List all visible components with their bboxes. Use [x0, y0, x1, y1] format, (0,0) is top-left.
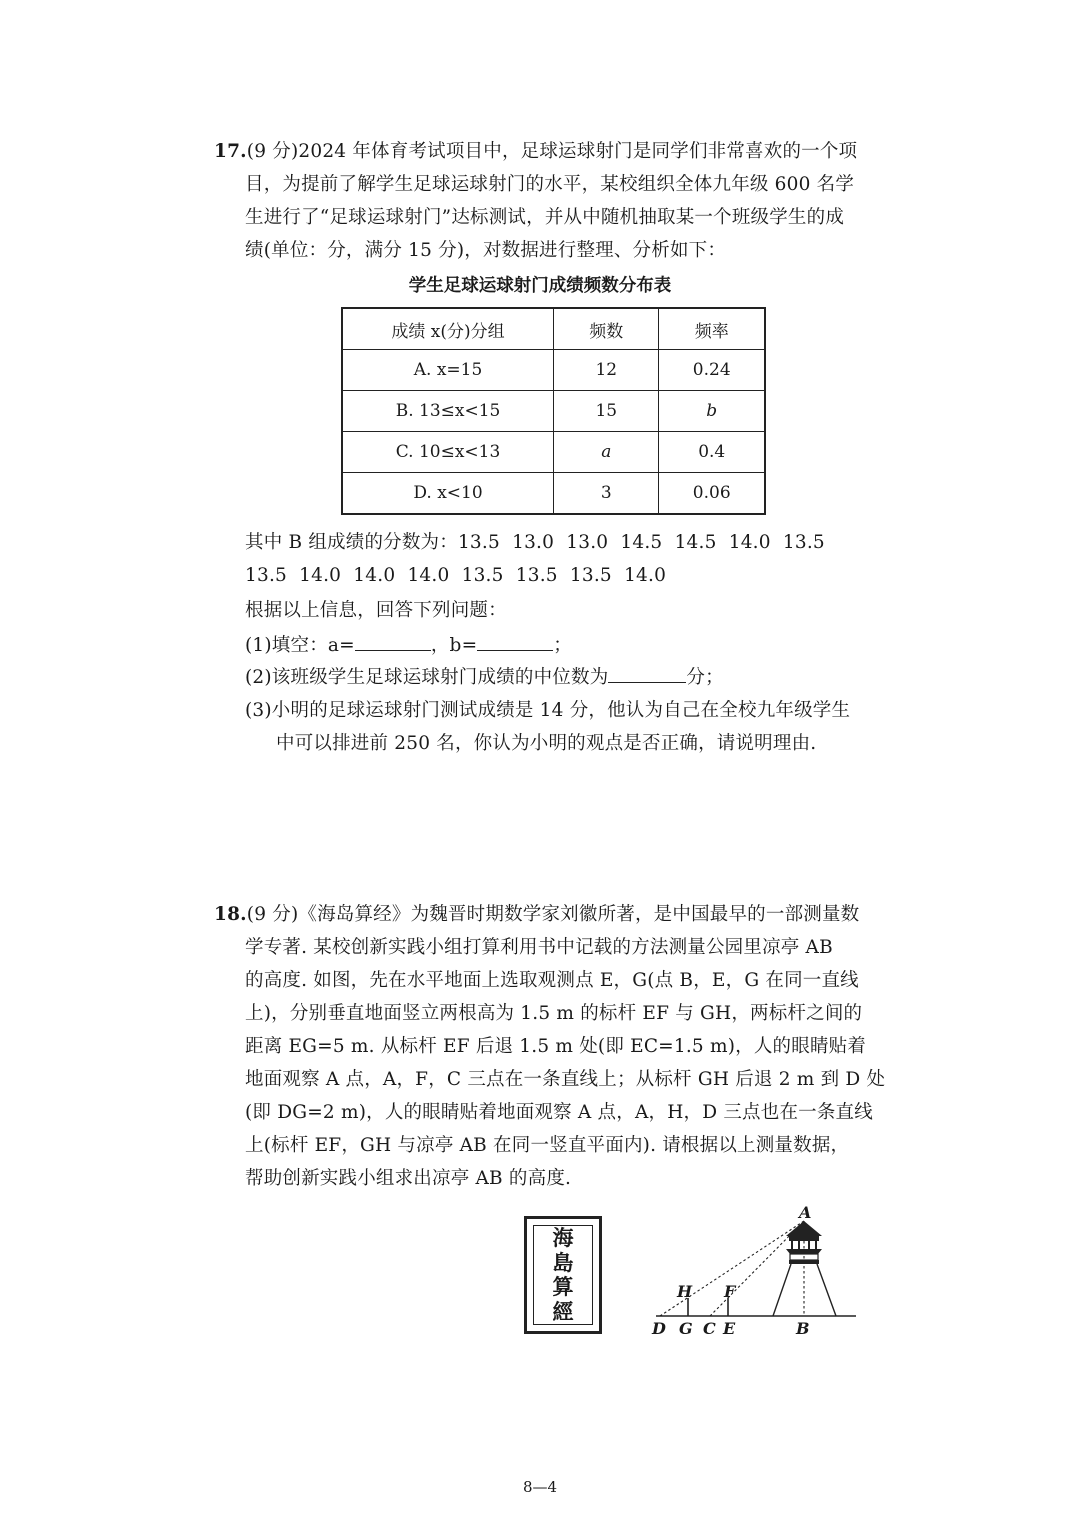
cell-frequency: 12 — [554, 350, 659, 391]
cell-group: A. x=15 — [342, 350, 554, 391]
cell-frequency: a — [554, 432, 659, 473]
cell-rate: 0.06 — [659, 473, 765, 515]
q18-line-8: 上(标杆 EF，GH 与凉亭 AB 在同一竖直平面内). 请根据以上测量数据， — [245, 1135, 850, 1156]
table-header-row — [342, 308, 765, 350]
sub1-mid: ，b= — [430, 635, 478, 656]
book-char: 海 — [552, 1225, 574, 1251]
book-char: 島 — [552, 1249, 574, 1275]
label-H: H — [677, 1282, 693, 1301]
q17-text-1: (9 分)2024 年体育考试项目中，足球运球射门是同学们非常喜欢的一个项 — [246, 141, 858, 162]
book-char: 算 — [552, 1274, 574, 1300]
sub2-end: 分； — [686, 667, 724, 688]
book-title — [533, 1225, 593, 1325]
q17-prompt: 根据以上信息，回答下列问题： — [245, 600, 507, 621]
book-cover-image — [524, 1216, 602, 1334]
cell-rate: 0.4 — [659, 432, 765, 473]
sub2-prefix: (2)该班级学生足球运球射门成绩的中位数为 — [245, 667, 609, 688]
q18-line-4: 上)，分别垂直地面竖立两根高为 1.5 m 的标杆 EF 与 GH，两标杆之间的 — [245, 1003, 863, 1024]
header-rate: 频率 — [659, 308, 765, 350]
frequency-table — [341, 307, 766, 515]
cell-frequency: 15 — [554, 391, 659, 432]
q18-number: 18. — [214, 904, 247, 925]
cell-frequency: 3 — [554, 473, 659, 515]
book-char: 經 — [552, 1298, 574, 1324]
sight-line-DHA — [660, 1221, 804, 1316]
q17-line-3: 生进行了“足球运球射门”达标测试，并从中随机抽取某一个班级学生的成 — [245, 207, 845, 228]
table-row — [342, 350, 765, 391]
label-G: G — [679, 1319, 693, 1338]
cell-group: B. 13≤x<15 — [342, 391, 554, 432]
table-title: 学生足球运球射门成绩频数分布表 — [408, 276, 672, 296]
q18-line-7: (即 DG=2 m)，人的眼睛贴着地面观察 A 点，A，H，D 三点也在一条直线 — [245, 1102, 873, 1123]
table-row — [342, 473, 765, 515]
q17-sub2 — [245, 664, 724, 691]
label-A: A — [799, 1204, 812, 1222]
q18-line-5: 距离 EG=5 m. 从标杆 EF 后退 1.5 m 处(即 EC=1.5 m)，人的眼睛贴着 — [245, 1036, 867, 1057]
table-row — [342, 432, 765, 473]
q18-line-6: 地面观察 A 点，A，F，C 三点在一条直线上；从标杆 GH 后退 2 m 到 D 处 — [245, 1069, 886, 1090]
pavilion-diagram — [648, 1204, 860, 1340]
header-group: 成绩 x(分)分组 — [342, 308, 554, 350]
cell-group: D. x<10 — [342, 473, 554, 515]
cell-rate: b — [659, 391, 765, 432]
q18-line-2: 学专著. 某校创新实践小组打算利用书中记载的方法测量公园里凉亭 AB — [245, 937, 833, 958]
header-frequency: 频数 — [554, 308, 659, 350]
q18-line-9: 帮助创新实践小组求出凉亭 AB 的高度. — [245, 1168, 572, 1189]
label-B: B — [796, 1319, 810, 1338]
q17-line-1 — [214, 139, 857, 165]
label-D: D — [652, 1319, 666, 1338]
q18-line-3: 的高度. 如图，先在水平地面上选取观测点 E，G(点 B，E，G 在同一直线 — [245, 970, 859, 991]
answer-blank-a[interactable] — [355, 632, 431, 651]
b-scores-line-2: 13.5 14.0 14.0 14.0 13.5 13.5 13.5 14.0 — [245, 565, 667, 586]
cell-group: C. 10≤x<13 — [342, 432, 554, 473]
q17-line-2: 目，为提前了解学生足球运球射门的水平，某校组织全体九年级 600 名学 — [245, 174, 855, 195]
q17-sub1 — [245, 632, 572, 659]
q17-number: 17. — [214, 141, 247, 162]
table-row — [342, 391, 765, 432]
answer-blank-b[interactable] — [477, 632, 553, 651]
q17-line-4: 绩(单位：分，满分 15 分)，对数据进行整理、分析如下： — [245, 240, 727, 261]
sub1-end: ； — [553, 635, 572, 656]
label-C: C — [703, 1319, 716, 1338]
q18-line-1 — [214, 902, 859, 928]
page-number: 8—4 — [522, 1478, 558, 1496]
b-scores-line-1: 其中 B 组成绩的分数为：13.5 13.0 13.0 14.5 14.5 14.0 13.5 — [245, 532, 825, 553]
answer-blank-median[interactable] — [608, 664, 686, 683]
sub1-prefix: (1)填空：a= — [245, 635, 355, 656]
q17-sub3-line-2: 中可以排进前 250 名，你认为小明的观点是否正确，请说明理由. — [276, 733, 817, 754]
cell-rate: 0.24 — [659, 350, 765, 391]
q17-sub3-line-1: (3)小明的足球运球射门测试成绩是 14 分，他认为自己在全校九年级学生 — [245, 700, 851, 721]
q18-text-1: (9 分)《海岛算经》为魏晋时期数学家刘徽所著，是中国最早的一部测量数 — [246, 904, 860, 925]
label-F: F — [724, 1282, 736, 1301]
label-E: E — [723, 1319, 736, 1338]
